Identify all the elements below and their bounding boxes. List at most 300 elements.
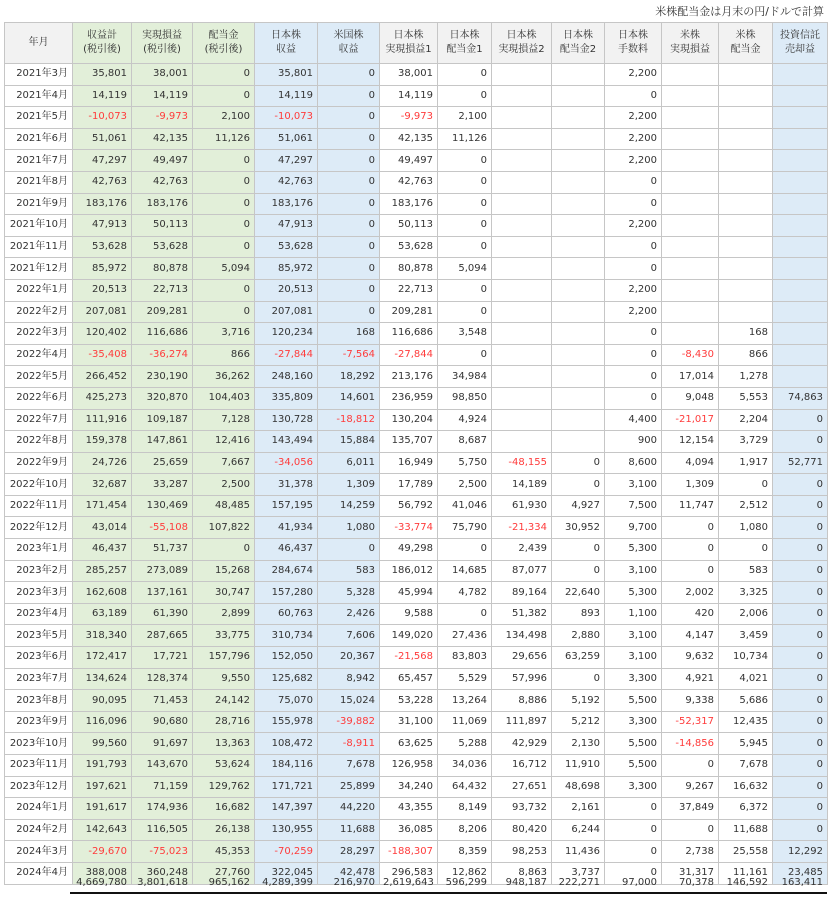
col-total-income-cell: 20,513 xyxy=(73,279,132,301)
col-jp-income-cell: 46,437 xyxy=(255,539,318,561)
col-us-income-cell: -8,911 xyxy=(318,733,380,755)
table-row xyxy=(5,344,828,366)
col-us-income-cell: -39,882 xyxy=(318,711,380,733)
col-jp-dividend-1-cell: 98,850 xyxy=(438,387,492,409)
col-us-dividend-cell: 7,678 xyxy=(719,755,773,777)
col-dividends-cell: 0 xyxy=(193,171,255,193)
col-total-income-cell: 134,624 xyxy=(73,668,132,690)
header-label-line: 収益計 xyxy=(87,30,117,41)
col-dividends-cell: 7,667 xyxy=(193,452,255,474)
col-jp-dividend-1-cell: 0 xyxy=(438,301,492,323)
month-cell: 2021年11月 xyxy=(5,236,73,258)
header-label-line: 収益 xyxy=(338,44,359,55)
col-us-dividend-cell: 2,512 xyxy=(719,495,773,517)
col-jp-realized-2-cell: 27,651 xyxy=(492,776,552,798)
col-jp-fees-cell: 0 xyxy=(605,366,662,388)
col-us-realized-cell xyxy=(662,193,719,215)
col-jp-realized-2-cell xyxy=(492,171,552,193)
col-jp-income-cell: 143,494 xyxy=(255,431,318,453)
col-jp-dividend-2-cell: 11,436 xyxy=(552,841,605,863)
col-jp-dividend-2-cell xyxy=(552,323,605,345)
col-jp-dividend-1-cell: 12,862 xyxy=(438,862,492,884)
header-row xyxy=(5,23,828,64)
col-jp-fees-cell: 5,500 xyxy=(605,690,662,712)
col-fund-sale-gain-cell xyxy=(773,150,828,172)
col-realized-pl-cell: 42,763 xyxy=(132,171,193,193)
month-cell: 2023年1月 xyxy=(5,539,73,561)
col-jp-realized-2-cell: 89,164 xyxy=(492,582,552,604)
col-jp-fees-cell: 3,300 xyxy=(605,668,662,690)
col-jp-income-cell: 120,234 xyxy=(255,323,318,345)
col-jp-income-cell: 42,763 xyxy=(255,171,318,193)
col-us-realized-cell: 9,048 xyxy=(662,387,719,409)
col-jp-realized-1-cell: 38,001 xyxy=(380,64,438,86)
col-total-income-cell: 42,763 xyxy=(73,171,132,193)
col-jp-income-cell: 75,070 xyxy=(255,690,318,712)
col-fund-sale-gain-cell: 0 xyxy=(773,668,828,690)
col-jp-dividend-2-cell xyxy=(552,409,605,431)
table-row xyxy=(5,560,828,582)
col-jp-realized-2-cell: 29,656 xyxy=(492,647,552,669)
col-jp-realized-1-cell: 213,176 xyxy=(380,366,438,388)
col-jp-realized-1-cell: -188,307 xyxy=(380,841,438,863)
col-us-realized-cell: 0 xyxy=(662,819,719,841)
col-jp-fees-cell: 2,200 xyxy=(605,301,662,323)
col-fund-sale-gain-cell: 0 xyxy=(773,711,828,733)
col-jp-realized-1-cell: -33,774 xyxy=(380,517,438,539)
col-jp-dividend-1-cell: 0 xyxy=(438,344,492,366)
month-cell: 2022年7月 xyxy=(5,409,73,431)
col-us-income-cell: 11,688 xyxy=(318,819,380,841)
col-jp-dividend-2-cell xyxy=(552,301,605,323)
col-fund-sale-gain-cell: 0 xyxy=(773,625,828,647)
col-realized-pl-cell: 38,001 xyxy=(132,64,193,86)
table-row xyxy=(5,279,828,301)
month-cell: 2022年4月 xyxy=(5,344,73,366)
table-row xyxy=(5,517,828,539)
col-us-realized-cell xyxy=(662,107,719,129)
month-cell: 2023年2月 xyxy=(5,560,73,582)
col-jp-realized-1-cell: 42,135 xyxy=(380,128,438,150)
col-jp-fees-cell: 5,500 xyxy=(605,755,662,777)
header-label-line: 配当金 xyxy=(730,44,761,55)
table-row xyxy=(5,236,828,258)
col-us-income-cell: 0 xyxy=(318,258,380,280)
col-us-realized-cell: 9,338 xyxy=(662,690,719,712)
col-jp-income-cell: 60,763 xyxy=(255,603,318,625)
col-jp-dividend-1-cell: 64,432 xyxy=(438,776,492,798)
month-cell: 2023年5月 xyxy=(5,625,73,647)
month-cell: 2024年1月 xyxy=(5,798,73,820)
col-us-dividend-cell: 3,325 xyxy=(719,582,773,604)
col-jp-dividend-1-cell: 83,803 xyxy=(438,647,492,669)
col-fund-sale-gain-cell xyxy=(773,258,828,280)
col-jp-income-cell: 20,513 xyxy=(255,279,318,301)
col-jp-realized-2-cell xyxy=(492,107,552,129)
col-realized-pl-cell: 53,628 xyxy=(132,236,193,258)
col-jp-fees-cell: 0 xyxy=(605,85,662,107)
col-jp-fees-cell: 1,100 xyxy=(605,603,662,625)
col-jp-dividend-2-cell xyxy=(552,431,605,453)
col-realized-pl-cell: 116,686 xyxy=(132,323,193,345)
month-cell: 2021年3月 xyxy=(5,64,73,86)
col-jp-dividend-1-cell: 5,750 xyxy=(438,452,492,474)
monthly-income-table xyxy=(4,22,828,885)
month-cell: 2022年3月 xyxy=(5,323,73,345)
col-realized-pl-cell: -75,023 xyxy=(132,841,193,863)
col-jp-realized-2-cell: 51,382 xyxy=(492,603,552,625)
col-total-income-cell: 171,454 xyxy=(73,495,132,517)
col-us-dividend-cell: 0 xyxy=(719,474,773,496)
header-label-line: 配当金 xyxy=(208,30,239,41)
col-fund-sale-gain-cell xyxy=(773,128,828,150)
col-us-income-cell: 14,259 xyxy=(318,495,380,517)
col-jp-realized-1-cell: 116,686 xyxy=(380,323,438,345)
header-label-line: 日本株 xyxy=(271,30,301,41)
col-total-income-cell: 172,417 xyxy=(73,647,132,669)
header-label-line: 日本株 xyxy=(393,30,424,41)
col-total-income-header xyxy=(73,23,132,64)
col-jp-realized-2-cell xyxy=(492,344,552,366)
col-us-dividend-cell: 5,553 xyxy=(719,387,773,409)
col-us-dividend-cell: 10,734 xyxy=(719,647,773,669)
header-label-line: 実現損益 xyxy=(670,44,710,55)
col-jp-realized-1-cell: 31,100 xyxy=(380,711,438,733)
table-row xyxy=(5,625,828,647)
col-jp-income-cell: 35,801 xyxy=(255,64,318,86)
col-jp-realized-2-cell xyxy=(492,85,552,107)
col-jp-realized-2-cell: -48,155 xyxy=(492,452,552,474)
col-dividends-cell: 16,682 xyxy=(193,798,255,820)
col-jp-dividend-1-cell: 75,790 xyxy=(438,517,492,539)
col-dividends-cell: 0 xyxy=(193,150,255,172)
col-dividends-cell: 12,416 xyxy=(193,431,255,453)
col-total-income-cell: 318,340 xyxy=(73,625,132,647)
col-total-income-cell: 99,560 xyxy=(73,733,132,755)
month-cell: 2021年6月 xyxy=(5,128,73,150)
col-jp-dividend-2-cell xyxy=(552,85,605,107)
col-us-dividend-cell: 866 xyxy=(719,344,773,366)
col-jp-dividend-2-cell xyxy=(552,193,605,215)
col-realized-pl-cell: 209,281 xyxy=(132,301,193,323)
table-row xyxy=(5,539,828,561)
col-dividends-cell: 27,760 xyxy=(193,862,255,884)
month-cell: 2021年9月 xyxy=(5,193,73,215)
col-us-realized-cell: 9,632 xyxy=(662,647,719,669)
col-us-realized-header xyxy=(662,23,719,64)
exchange-rate-note: 米株配当金は月末の円/ドルで計算 xyxy=(655,5,824,18)
col-realized-pl-cell: 230,190 xyxy=(132,366,193,388)
col-jp-income-cell: 130,728 xyxy=(255,409,318,431)
col-jp-realized-2-cell xyxy=(492,387,552,409)
col-jp-dividend-2-cell: 63,259 xyxy=(552,647,605,669)
col-jp-realized-1-cell: 16,949 xyxy=(380,452,438,474)
col-us-income-cell: 583 xyxy=(318,560,380,582)
col-realized-pl-cell: 116,505 xyxy=(132,819,193,841)
col-fund-sale-gain-cell xyxy=(773,236,828,258)
col-fund-sale-gain-cell: 0 xyxy=(773,647,828,669)
col-realized-pl-cell: 25,659 xyxy=(132,452,193,474)
col-us-dividend-cell: 25,558 xyxy=(719,841,773,863)
col-realized-pl-cell: 143,670 xyxy=(132,755,193,777)
col-jp-realized-2-cell xyxy=(492,366,552,388)
col-fund-sale-gain-cell xyxy=(773,171,828,193)
col-total-income-cell: 120,402 xyxy=(73,323,132,345)
header-label-line: 年月 xyxy=(28,37,49,48)
col-jp-fees-cell: 3,100 xyxy=(605,647,662,669)
col-us-income-cell: -7,564 xyxy=(318,344,380,366)
col-us-realized-cell xyxy=(662,64,719,86)
col-jp-realized-2-cell: 8,863 xyxy=(492,862,552,884)
col-fund-sale-gain-cell: 0 xyxy=(773,474,828,496)
col-fund-sale-gain-cell: 0 xyxy=(773,798,828,820)
header-label-line: 日本株 xyxy=(449,30,480,41)
col-fund-sale-gain-cell: 0 xyxy=(773,560,828,582)
col-us-dividend-cell: 2,006 xyxy=(719,603,773,625)
header-label-line: (税引後) xyxy=(143,44,181,55)
col-jp-income-cell: -34,056 xyxy=(255,452,318,474)
col-us-income-cell: 44,220 xyxy=(318,798,380,820)
col-us-income-cell: 7,606 xyxy=(318,625,380,647)
col-jp-realized-1-cell: 53,628 xyxy=(380,236,438,258)
col-us-realized-cell: 4,147 xyxy=(662,625,719,647)
col-jp-dividend-2-cell xyxy=(552,366,605,388)
col-dividends-cell: 2,500 xyxy=(193,474,255,496)
col-us-income-cell: 6,011 xyxy=(318,452,380,474)
col-us-dividend-cell xyxy=(719,85,773,107)
table-row xyxy=(5,215,828,237)
table-row xyxy=(5,301,828,323)
month-cell: 2023年7月 xyxy=(5,668,73,690)
col-jp-realized-2-cell xyxy=(492,64,552,86)
col-month-header xyxy=(5,23,73,64)
col-jp-realized-2-cell xyxy=(492,323,552,345)
col-fund-sale-gain-cell: 0 xyxy=(773,517,828,539)
col-fund-sale-gain-cell xyxy=(773,301,828,323)
col-total-income-cell: 183,176 xyxy=(73,193,132,215)
col-total-income-cell: 63,189 xyxy=(73,603,132,625)
col-jp-dividend-2-cell xyxy=(552,258,605,280)
totals-label-cell xyxy=(4,876,72,890)
col-dividends-cell: 0 xyxy=(193,85,255,107)
col-jp-dividend-1-cell: 0 xyxy=(438,150,492,172)
col-us-dividend-cell xyxy=(719,64,773,86)
col-jp-fees-cell: 2,200 xyxy=(605,215,662,237)
col-jp-realized-1-cell: 42,763 xyxy=(380,171,438,193)
col-jp-dividend-1-cell: 0 xyxy=(438,171,492,193)
col-jp-realized-2-cell: 134,498 xyxy=(492,625,552,647)
col-jp-realized-1-cell: 14,119 xyxy=(380,85,438,107)
col-dividends-cell: 0 xyxy=(193,193,255,215)
col-fund-sale-gain-cell xyxy=(773,193,828,215)
col-realized-pl-cell: 51,737 xyxy=(132,539,193,561)
col-us-income-cell: 25,899 xyxy=(318,776,380,798)
col-jp-income-cell: 125,682 xyxy=(255,668,318,690)
col-total-income-cell: 116,096 xyxy=(73,711,132,733)
col-us-income-cell: 0 xyxy=(318,171,380,193)
col-jp-realized-1-header xyxy=(380,23,438,64)
col-fund-sale-gain-cell: 0 xyxy=(773,690,828,712)
col-total-income-cell: 24,726 xyxy=(73,452,132,474)
col-jp-income-cell: -27,844 xyxy=(255,344,318,366)
col-jp-fees-cell: 0 xyxy=(605,841,662,863)
col-jp-income-cell: 157,195 xyxy=(255,495,318,517)
month-cell: 2021年7月 xyxy=(5,150,73,172)
col-jp-income-total: 4,289,399 xyxy=(262,877,313,888)
header-label-line: 米株 xyxy=(735,30,756,41)
table-row xyxy=(5,776,828,798)
col-jp-dividend-1-cell: 34,984 xyxy=(438,366,492,388)
col-dividends-cell: 0 xyxy=(193,301,255,323)
col-realized-pl-cell: -55,108 xyxy=(132,517,193,539)
col-us-dividend-cell: 16,632 xyxy=(719,776,773,798)
month-cell: 2023年12月 xyxy=(5,776,73,798)
col-jp-realized-1-cell: 126,958 xyxy=(380,755,438,777)
col-jp-income-cell: 157,280 xyxy=(255,582,318,604)
col-jp-dividend-1-cell: 13,264 xyxy=(438,690,492,712)
col-jp-realized-2-cell xyxy=(492,215,552,237)
col-dividends-cell: 107,822 xyxy=(193,517,255,539)
col-us-income-cell: 7,678 xyxy=(318,755,380,777)
col-jp-fees-cell: 2,200 xyxy=(605,64,662,86)
col-fund-sale-gain-cell xyxy=(773,85,828,107)
table-row xyxy=(5,193,828,215)
table-row xyxy=(5,690,828,712)
col-jp-dividend-1-cell: 0 xyxy=(438,85,492,107)
col-jp-dividend-2-cell: 3,737 xyxy=(552,862,605,884)
col-jp-dividend-1-cell: 11,126 xyxy=(438,128,492,150)
header-label-line: 収益 xyxy=(276,44,296,55)
col-jp-dividend-2-cell: 5,192 xyxy=(552,690,605,712)
col-total-income-cell: 162,608 xyxy=(73,582,132,604)
col-jp-fees-cell: 5,300 xyxy=(605,582,662,604)
col-jp-fees-cell: 2,200 xyxy=(605,128,662,150)
col-us-income-cell: 14,601 xyxy=(318,387,380,409)
col-realized-pl-cell: 71,159 xyxy=(132,776,193,798)
col-jp-realized-1-cell: -27,844 xyxy=(380,344,438,366)
col-realized-pl-cell: 320,870 xyxy=(132,387,193,409)
col-jp-income-cell: 152,050 xyxy=(255,647,318,669)
col-dividends-total: 965,162 xyxy=(208,877,250,888)
col-jp-realized-1-cell: 209,281 xyxy=(380,301,438,323)
col-us-realized-cell: 1,309 xyxy=(662,474,719,496)
col-us-dividend-cell: 6,372 xyxy=(719,798,773,820)
col-jp-realized-1-cell: 53,228 xyxy=(380,690,438,712)
totals-row xyxy=(4,876,827,890)
col-us-realized-cell xyxy=(662,279,719,301)
table-row xyxy=(5,582,828,604)
col-total-income-cell: -10,073 xyxy=(73,107,132,129)
col-fund-sale-gain-cell: 23,485 xyxy=(773,862,828,884)
col-realized-pl-cell: 128,374 xyxy=(132,668,193,690)
col-us-income-cell: 2,426 xyxy=(318,603,380,625)
col-jp-income-cell: 130,955 xyxy=(255,819,318,841)
col-realized-pl-cell: 71,453 xyxy=(132,690,193,712)
col-fund-sale-gain-cell xyxy=(773,279,828,301)
col-us-realized-cell xyxy=(662,323,719,345)
col-jp-income-cell: 41,934 xyxy=(255,517,318,539)
col-realized-pl-cell: 147,861 xyxy=(132,431,193,453)
col-jp-dividend-2-cell: 893 xyxy=(552,603,605,625)
col-realized-pl-cell: 137,161 xyxy=(132,582,193,604)
col-realized-pl-cell: 273,089 xyxy=(132,560,193,582)
header-label-line: 実現損益 xyxy=(142,30,182,41)
col-us-dividend-cell: 5,945 xyxy=(719,733,773,755)
col-fund-sale-gain-cell: 0 xyxy=(773,495,828,517)
table-row xyxy=(5,107,828,129)
col-us-realized-cell: -14,856 xyxy=(662,733,719,755)
col-jp-realized-2-cell xyxy=(492,150,552,172)
col-jp-dividend-1-cell: 5,529 xyxy=(438,668,492,690)
col-jp-fees-cell: 3,100 xyxy=(605,560,662,582)
month-cell: 2023年6月 xyxy=(5,647,73,669)
table-row xyxy=(5,603,828,625)
col-jp-realized-2-cell: -21,334 xyxy=(492,517,552,539)
col-jp-dividend-1-cell: 4,924 xyxy=(438,409,492,431)
col-jp-fees-cell: 5,500 xyxy=(605,733,662,755)
col-jp-dividend-1-cell: 0 xyxy=(438,64,492,86)
col-us-realized-cell: 0 xyxy=(662,755,719,777)
month-cell: 2022年1月 xyxy=(5,279,73,301)
month-cell: 2023年3月 xyxy=(5,582,73,604)
col-us-income-cell: 0 xyxy=(318,279,380,301)
header-label-line: 米株 xyxy=(680,30,700,41)
col-jp-dividend-1-cell: 2,100 xyxy=(438,107,492,129)
col-jp-dividend-1-cell: 0 xyxy=(438,603,492,625)
col-us-dividend-cell xyxy=(719,236,773,258)
col-jp-fees-cell: 5,300 xyxy=(605,539,662,561)
col-jp-dividend-1-total: 596,299 xyxy=(445,877,487,888)
col-us-realized-cell: 9,267 xyxy=(662,776,719,798)
col-us-dividend-cell xyxy=(719,258,773,280)
table-row xyxy=(5,841,828,863)
col-jp-dividend-2-cell xyxy=(552,387,605,409)
header-label-line: (税引後) xyxy=(83,44,121,55)
col-total-income-cell: 266,452 xyxy=(73,366,132,388)
col-total-income-cell: 85,972 xyxy=(73,258,132,280)
col-jp-realized-1-cell: -21,568 xyxy=(380,647,438,669)
col-total-income-cell: 142,643 xyxy=(73,819,132,841)
table-row xyxy=(5,171,828,193)
col-us-realized-cell: 420 xyxy=(662,603,719,625)
col-jp-income-cell: 322,045 xyxy=(255,862,318,884)
header-label-line: 配当金1 xyxy=(446,44,483,55)
col-total-income-cell: 111,916 xyxy=(73,409,132,431)
col-jp-dividend-1-cell: 4,782 xyxy=(438,582,492,604)
table-row xyxy=(5,85,828,107)
col-realized-pl-cell: 90,680 xyxy=(132,711,193,733)
col-fund-sale-gain-cell: 0 xyxy=(773,603,828,625)
col-jp-dividend-2-cell: 48,698 xyxy=(552,776,605,798)
col-jp-dividend-1-cell: 5,094 xyxy=(438,258,492,280)
col-jp-fees-header xyxy=(605,23,662,64)
col-jp-fees-cell: 7,500 xyxy=(605,495,662,517)
header-label-line: (税引後) xyxy=(204,44,243,55)
col-jp-fees-cell: 0 xyxy=(605,236,662,258)
table-row xyxy=(5,150,828,172)
col-jp-realized-1-cell: 9,588 xyxy=(380,603,438,625)
col-jp-dividend-2-cell xyxy=(552,107,605,129)
col-jp-realized-2-cell: 57,996 xyxy=(492,668,552,690)
col-jp-fees-total: 97,000 xyxy=(622,877,657,888)
col-jp-fees-cell: 900 xyxy=(605,431,662,453)
col-total-income-cell: 53,628 xyxy=(73,236,132,258)
col-jp-income-cell: 248,160 xyxy=(255,366,318,388)
col-jp-dividend-1-cell: 0 xyxy=(438,279,492,301)
col-jp-realized-2-cell: 14,189 xyxy=(492,474,552,496)
col-jp-realized-2-cell xyxy=(492,236,552,258)
month-cell: 2021年5月 xyxy=(5,107,73,129)
